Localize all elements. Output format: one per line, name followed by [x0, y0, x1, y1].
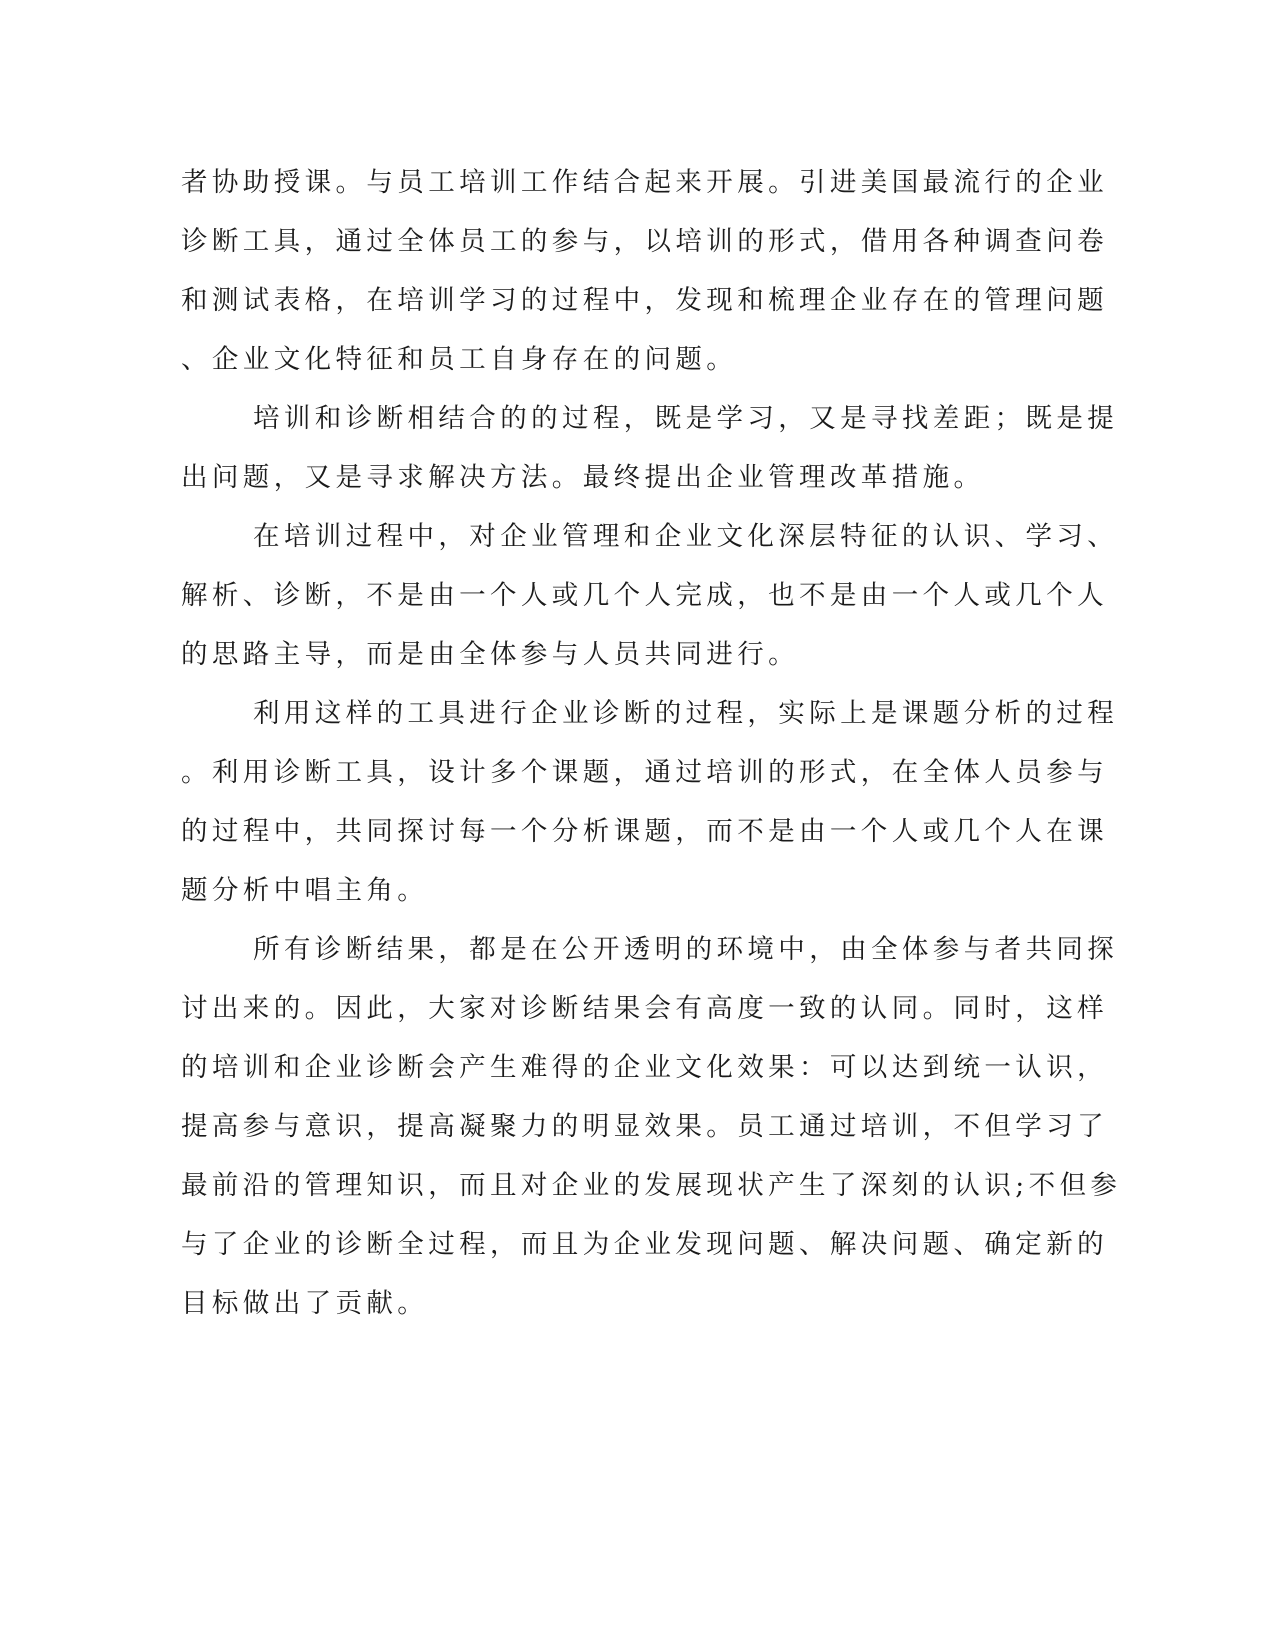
text-line: 和测试表格，在培训学习的过程中，发现和梳理企业存在的管理问题 [181, 285, 1108, 316]
text-line: 题分析中唱主角。 [181, 875, 429, 906]
text-line: 最前沿的管理知识，而且对企业的发展现状产生了深刻的认识;不但参 [181, 1170, 1122, 1201]
text-line: 解析、诊断，不是由一个人或几个人完成，也不是由一个人或几个人 [181, 580, 1108, 611]
text-line: 目标做出了贡献。 [181, 1288, 429, 1319]
text-line: 诊断工具，通过全体员工的参与，以培训的形式，借用各种调查问卷 [181, 226, 1108, 257]
text-line: 提高参与意识，提高凝聚力的明显效果。员工通过培训，不但学习了 [181, 1111, 1108, 1142]
text-line: 。利用诊断工具，设计多个课题，通过培训的形式，在全体人员参与 [181, 757, 1108, 788]
text-line: 者协助授课。与员工培训工作结合起来开展。引进美国最流行的企业 [181, 167, 1108, 198]
paragraph-first-line: 培训和诊断相结合的的过程，既是学习，又是寻找差距；既是提 [253, 403, 1119, 434]
text-line: 与了企业的诊断全过程，而且为企业发现问题、解决问题、确定新的 [181, 1229, 1108, 1260]
text-line: 的过程中，共同探讨每一个分析课题，而不是由一个人或几个人在课 [181, 816, 1108, 847]
text-line: 、企业文化特征和员工自身存在的问题。 [181, 344, 738, 375]
text-line: 的培训和企业诊断会产生难得的企业文化效果：可以达到统一认识， [181, 1052, 1108, 1083]
paragraph-first-line: 利用这样的工具进行企业诊断的过程，实际上是课题分析的过程 [253, 698, 1119, 729]
text-line: 出问题，又是寻求解决方法。最终提出企业管理改革措施。 [181, 462, 985, 493]
paragraph-first-line: 在培训过程中，对企业管理和企业文化深层特征的认识、学习、 [253, 521, 1119, 552]
paragraph-first-line: 所有诊断结果，都是在公开透明的环境中，由全体参与者共同探 [253, 934, 1119, 965]
text-line: 的思路主导，而是由全体参与人员共同进行。 [181, 639, 799, 670]
text-line: 讨出来的。因此，大家对诊断结果会有高度一致的认同。同时，这样 [181, 993, 1108, 1024]
